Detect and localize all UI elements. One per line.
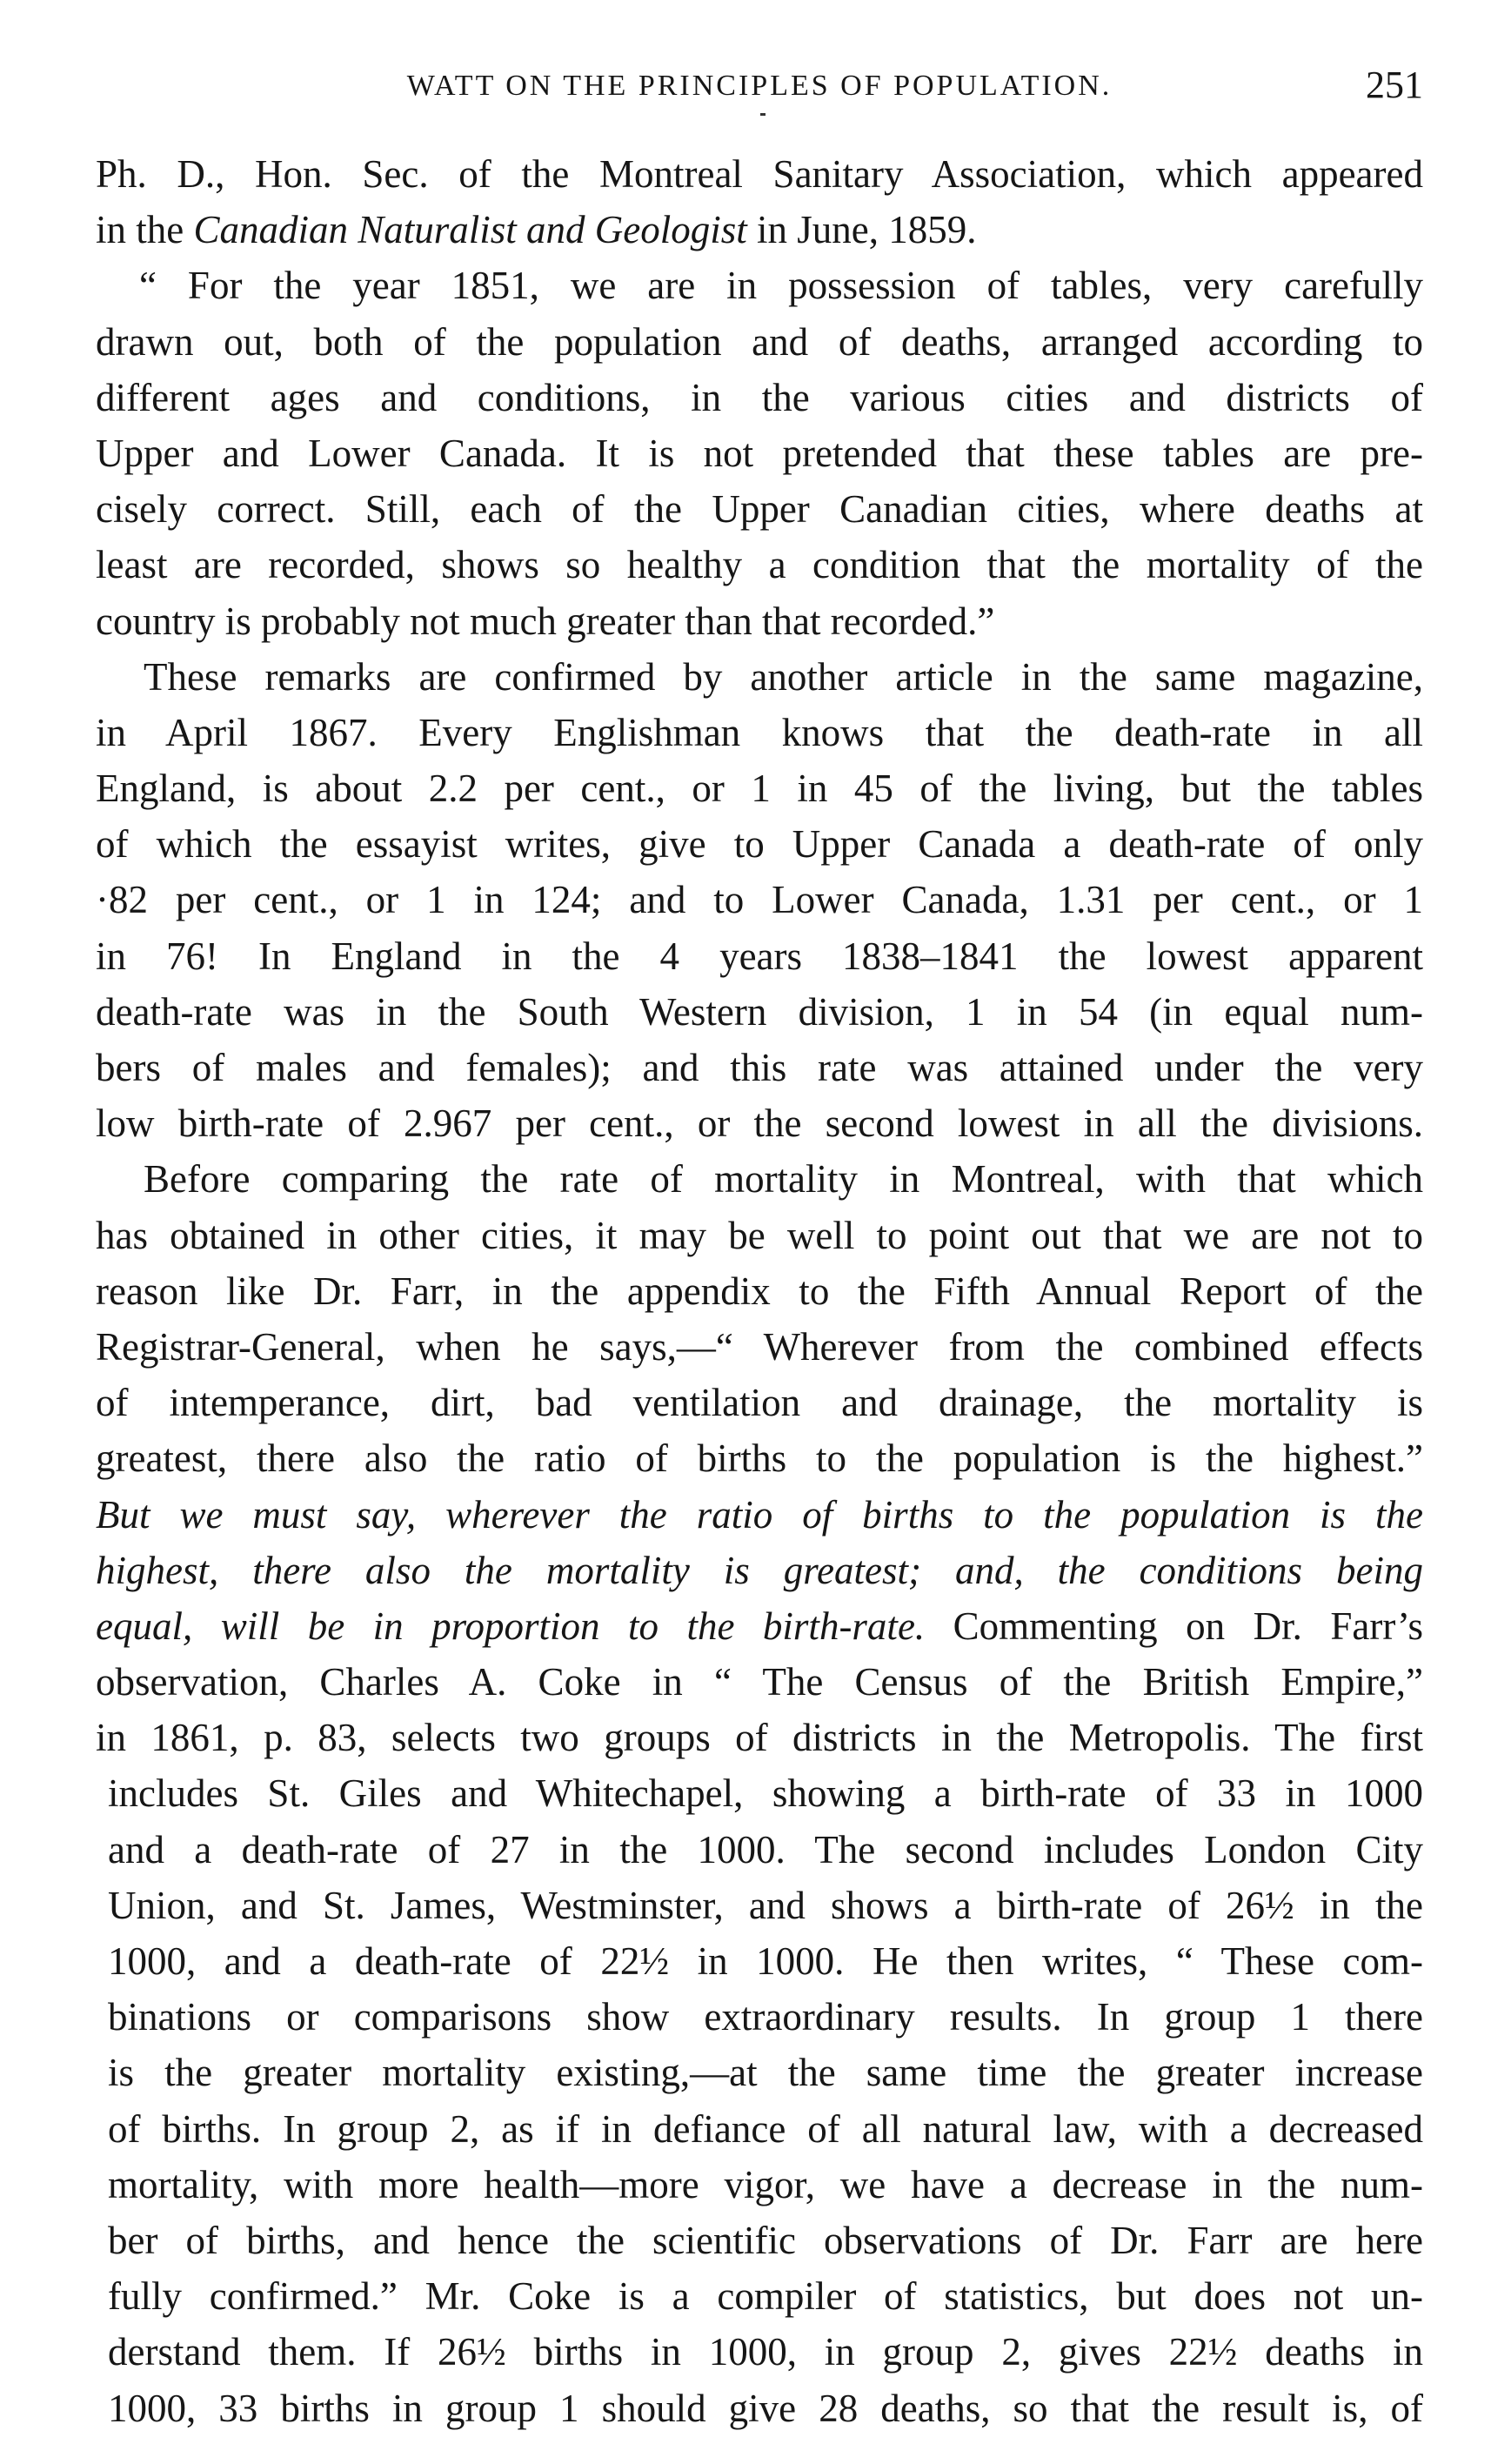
text-line: of which the essayist writes, give to Upper Canada a death-rate of only [96, 822, 1423, 867]
text-line: ber of births, and hence the scientific observations of Dr. Farr are here [108, 2218, 1423, 2262]
text-line [96, 202, 1423, 258]
text-line: of intemperance, dirt, bad ventilation and drainage, the mortality is [96, 1381, 1423, 1425]
text-line: cisely correct. Still, each of the Upper Canadian cities, where deaths at [96, 487, 1423, 532]
text-line: of births. In group 2, as if in defiance of all natural law, with a decreased [108, 2106, 1423, 2151]
text-line: England, is about 2.2 per cent., or 1 in 45 of the living, but the tables [96, 767, 1423, 811]
text-line: observation, Charles A. Coke in “ The Census of the British Empire,” [96, 1660, 1423, 1704]
header-rule [760, 113, 766, 116]
body-text [96, 146, 1423, 2436]
text-line: is the greater mortality existing,—at the same time the greater increase [108, 2051, 1423, 2095]
italic-text-run: equal, will be in proportion to the birth-rate. [96, 1604, 926, 1648]
text-line: has obtained in other cities, it may be well to point out that we are not to [96, 1213, 1423, 1257]
text-line: mortality, with more health—more vigor, we have a decrease in the num- [108, 2162, 1423, 2206]
text-line: These remarks are confirmed by another article in the same magazine, [144, 654, 1423, 699]
text-line: bers of males and females); and this rate was attained under the very [96, 1046, 1423, 1089]
text-line: 1000, and a death-rate of 22½ in 1000. He then writes, “ These com- [108, 1939, 1423, 1983]
text-line: “ For the year 1851, we are in possession of tables, very carefully [139, 264, 1423, 308]
text-line: derstand them. If 26½ births in 1000, in group 2, gives 22½ deaths in [108, 2330, 1423, 2374]
text-line: fully confirmed.” Mr. Coke is a compiler of statistics, but does not un- [108, 2274, 1423, 2319]
text-line: Union, and St. James, Westminster, and shows a birth-rate of 26½ in the [108, 1883, 1423, 1927]
text-line: country is probably not much greater than that recorded.” [96, 599, 995, 643]
text-line: 1000, 33 births in group 1 should give 28 deaths, so that the result is, of [108, 2386, 1423, 2430]
text-line: ·82 per cent., or 1 in 124; and to Lower Canada, 1.31 per cent., or 1 [96, 878, 1423, 922]
text-line: binations or comparisons show extraordinary results. In group 1 there [108, 1995, 1423, 2039]
text-line: least are recorded, shows so healthy a condition that the mortality of the [96, 543, 1423, 587]
italic-text-line: highest, there also the mortality is greatest; and, the conditions being [96, 1548, 1423, 1592]
text-line: and a death-rate of 27 in the 1000. The second includes London City [108, 1827, 1423, 1871]
page-number: 251 [1366, 64, 1423, 106]
text-line [96, 1598, 1423, 1654]
running-title: WATT ON THE PRINCIPLES OF POPULATION. [406, 70, 1113, 102]
text-line: Ph. D., Hon. Sec. of the Montreal Sanitary Association, which appeared [96, 152, 1423, 196]
text-line: death-rate was in the South Western division, 1 in 54 (in equal num- [96, 989, 1423, 1034]
text-line: low birth-rate of 2.967 per cent., or the second lowest in all the divisions. [96, 1101, 1423, 1146]
text-line: in 1861, p. 83, selects two groups of districts in the Metropolis. The first [96, 1716, 1423, 1760]
journal-title: Canadian Naturalist and Geologist [193, 208, 747, 252]
text-line: Registrar-General, when he says,—“ Wherever from the combined effects [96, 1324, 1423, 1369]
text-line: different ages and conditions, in the various cities and districts of [96, 375, 1423, 419]
text-run: Commenting on Dr. Farr’s [925, 1604, 1423, 1648]
text-line: greatest, there also the ratio of births to the population is the highest.” [96, 1436, 1423, 1481]
text-run: in the [96, 208, 194, 252]
text-line: drawn out, both of the population and of deaths, arranged according to [96, 319, 1423, 364]
italic-text-line: But we must say, wherever the ratio of births to the population is the [96, 1492, 1423, 1537]
text-run: in June, 1859. [746, 208, 977, 252]
text-line: includes St. Giles and Whitechapel, showing a birth-rate of 33 in 1000 [108, 1771, 1423, 1816]
text-line: reason like Dr. Farr, in the appendix to the Fifth Annual Report of the [96, 1269, 1423, 1313]
text-line: Before comparing the rate of mortality in Montreal, with that which [144, 1157, 1423, 1202]
text-line: in 76! In England in the 4 years 1838–1841 the lowest apparent [96, 934, 1423, 978]
page-header [96, 63, 1423, 117]
text-line: Upper and Lower Canada. It is not pretended that these tables are pre- [96, 431, 1423, 475]
text-line: in April 1867. Every Englishman knows that the death-rate in all [96, 710, 1423, 754]
